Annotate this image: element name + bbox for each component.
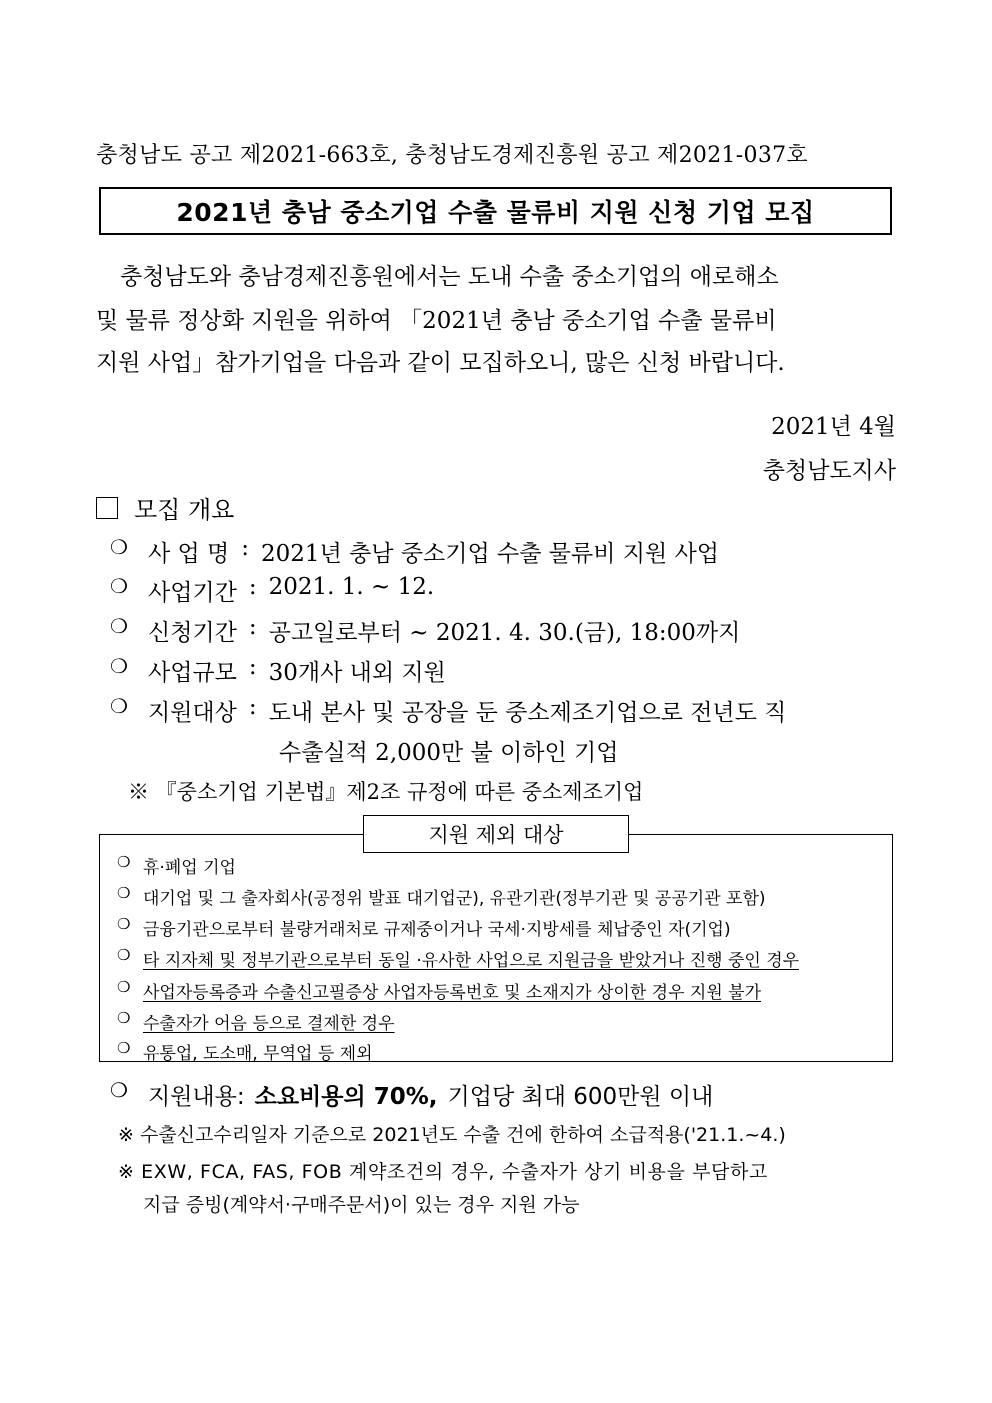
circle-bullet-icon: ❍ xyxy=(110,694,128,718)
circle-bullet-icon: ❍ xyxy=(110,535,128,559)
exclusion-item xyxy=(117,1009,395,1034)
overview-value: 도내 본사 및 공장을 둔 중소제조기업으로 전년도 직 xyxy=(268,700,787,726)
colon: : xyxy=(248,654,257,680)
support-label: 지원내용: xyxy=(148,1084,245,1110)
overview-value: 2021년 충남 중소기업 수출 물류비 지원 사업 xyxy=(261,541,719,567)
page-title: 2021년 충남 중소기업 수출 물류비 지원 신청 기업 모집 xyxy=(176,198,815,227)
colon: : xyxy=(248,614,257,640)
circle-bullet-icon: ❍ xyxy=(110,1078,128,1102)
exclusion-item xyxy=(117,915,731,940)
exclusion-text: 금융기관으로부터 불량거래처로 규제중이거나 국세·지방세를 체납중인 자(기업) xyxy=(143,920,731,940)
circle-bullet-icon: ❍ xyxy=(110,654,128,678)
circle-bullet-icon: ❍ xyxy=(117,1039,131,1057)
section-title: 모집 개요 xyxy=(134,496,235,524)
overview-value: 공고일로부터 ~ 2021. 4. 30.(금), 18:00까지 xyxy=(268,620,741,646)
support-note-continuation: 지급 증빙(계약서·구매주문서)이 있는 경우 지원 가능 xyxy=(143,1194,580,1216)
target-note: ※ 『중소기업 기본법』제2조 규정에 따른 중소제조기업 xyxy=(128,780,644,804)
exclusion-title: 지원 제외 대상 xyxy=(363,815,629,853)
support-detail: 기업당 최대 600만원 이내 xyxy=(447,1084,714,1110)
intro-line-1: 충청남도와 충남경제진흥원에서는 도내 수출 중소기업의 애로해소 xyxy=(120,264,779,290)
overview-item xyxy=(110,574,434,607)
exclusion-item xyxy=(117,853,236,878)
exclusion-text: 타 지자체 및 정부기관으로부터 동일 ·유사한 사업으로 지원금을 받았거나 진행 중인 경우 xyxy=(143,951,800,971)
overview-value: 2021. 1. ~ 12. xyxy=(268,574,435,600)
overview-item xyxy=(110,694,786,727)
support-highlight: 소요비용의 70%, xyxy=(254,1084,438,1110)
overview-item xyxy=(110,535,719,568)
circle-bullet-icon: ❍ xyxy=(117,853,131,871)
circle-bullet-icon: ❍ xyxy=(117,915,131,933)
overview-label: 사 업 명 xyxy=(148,541,230,567)
colon: : xyxy=(241,535,250,561)
support-note: ※ 수출신고수리일자 기준으로 2021년도 수출 건에 한하여 소급적용('21.1.~4.) xyxy=(118,1124,786,1146)
colon: : xyxy=(248,574,257,600)
overview-value: 30개사 내외 지원 xyxy=(268,660,446,686)
exclusion-text: 대기업 및 그 출자회사(공정위 발표 대기업군), 유관기관(정부기관 및 공공기관 포함) xyxy=(143,889,766,909)
checkbox-icon xyxy=(96,497,118,519)
circle-bullet-icon: ❍ xyxy=(117,884,131,902)
title-box xyxy=(99,187,892,235)
announcement-date: 2021년 4월 xyxy=(771,414,896,440)
exclusion-item xyxy=(117,884,766,909)
overview-item xyxy=(110,654,446,687)
notice-number: 충청남도 공고 제2021-663호, 충청남도경제진흥원 공고 제2021-037호 xyxy=(96,143,808,168)
overview-label: 사업기간 xyxy=(148,580,237,606)
support-note: ※ EXW, FCA, FAS, FOB 계약조건의 경우, 수출자가 상기 비용을 부담하고 xyxy=(118,1161,768,1183)
exclusion-item xyxy=(117,1039,373,1064)
overview-label: 지원대상 xyxy=(148,700,237,726)
support-content xyxy=(110,1078,713,1111)
intro-line-3: 지원 사업」참가기업을 다음과 같이 모집하오니, 많은 신청 바랍니다. xyxy=(96,350,785,376)
overview-label: 신청기간 xyxy=(148,620,237,646)
intro-line-2: 및 물류 정상화 지원을 위하여 「2021년 충남 중소기업 수출 물류비 xyxy=(96,308,777,334)
exclusion-item xyxy=(117,946,799,971)
circle-bullet-icon: ❍ xyxy=(117,1009,131,1027)
circle-bullet-icon: ❍ xyxy=(110,614,128,638)
exclusion-text: 사업자등록증과 수출신고필증상 사업자등록번호 및 소재지가 상이한 경우 지원 불가 xyxy=(143,983,761,1003)
exclusion-text: 수출자가 어음 등으로 결제한 경우 xyxy=(143,1014,395,1034)
issuer: 충청남도지사 xyxy=(762,458,896,484)
overview-label: 사업규모 xyxy=(148,660,237,686)
overview-item xyxy=(110,614,740,647)
exclusion-item xyxy=(117,978,761,1003)
circle-bullet-icon: ❍ xyxy=(117,978,131,996)
exclusion-text: 휴·폐업 기업 xyxy=(143,858,236,878)
section-heading xyxy=(96,490,234,525)
colon: : xyxy=(248,694,257,720)
circle-bullet-icon: ❍ xyxy=(117,946,131,964)
circle-bullet-icon: ❍ xyxy=(110,574,128,598)
exclusion-text: 유통업, 도소매, 무역업 등 제외 xyxy=(143,1044,373,1064)
target-continuation: 수출실적 2,000만 불 이하인 기업 xyxy=(279,740,619,766)
